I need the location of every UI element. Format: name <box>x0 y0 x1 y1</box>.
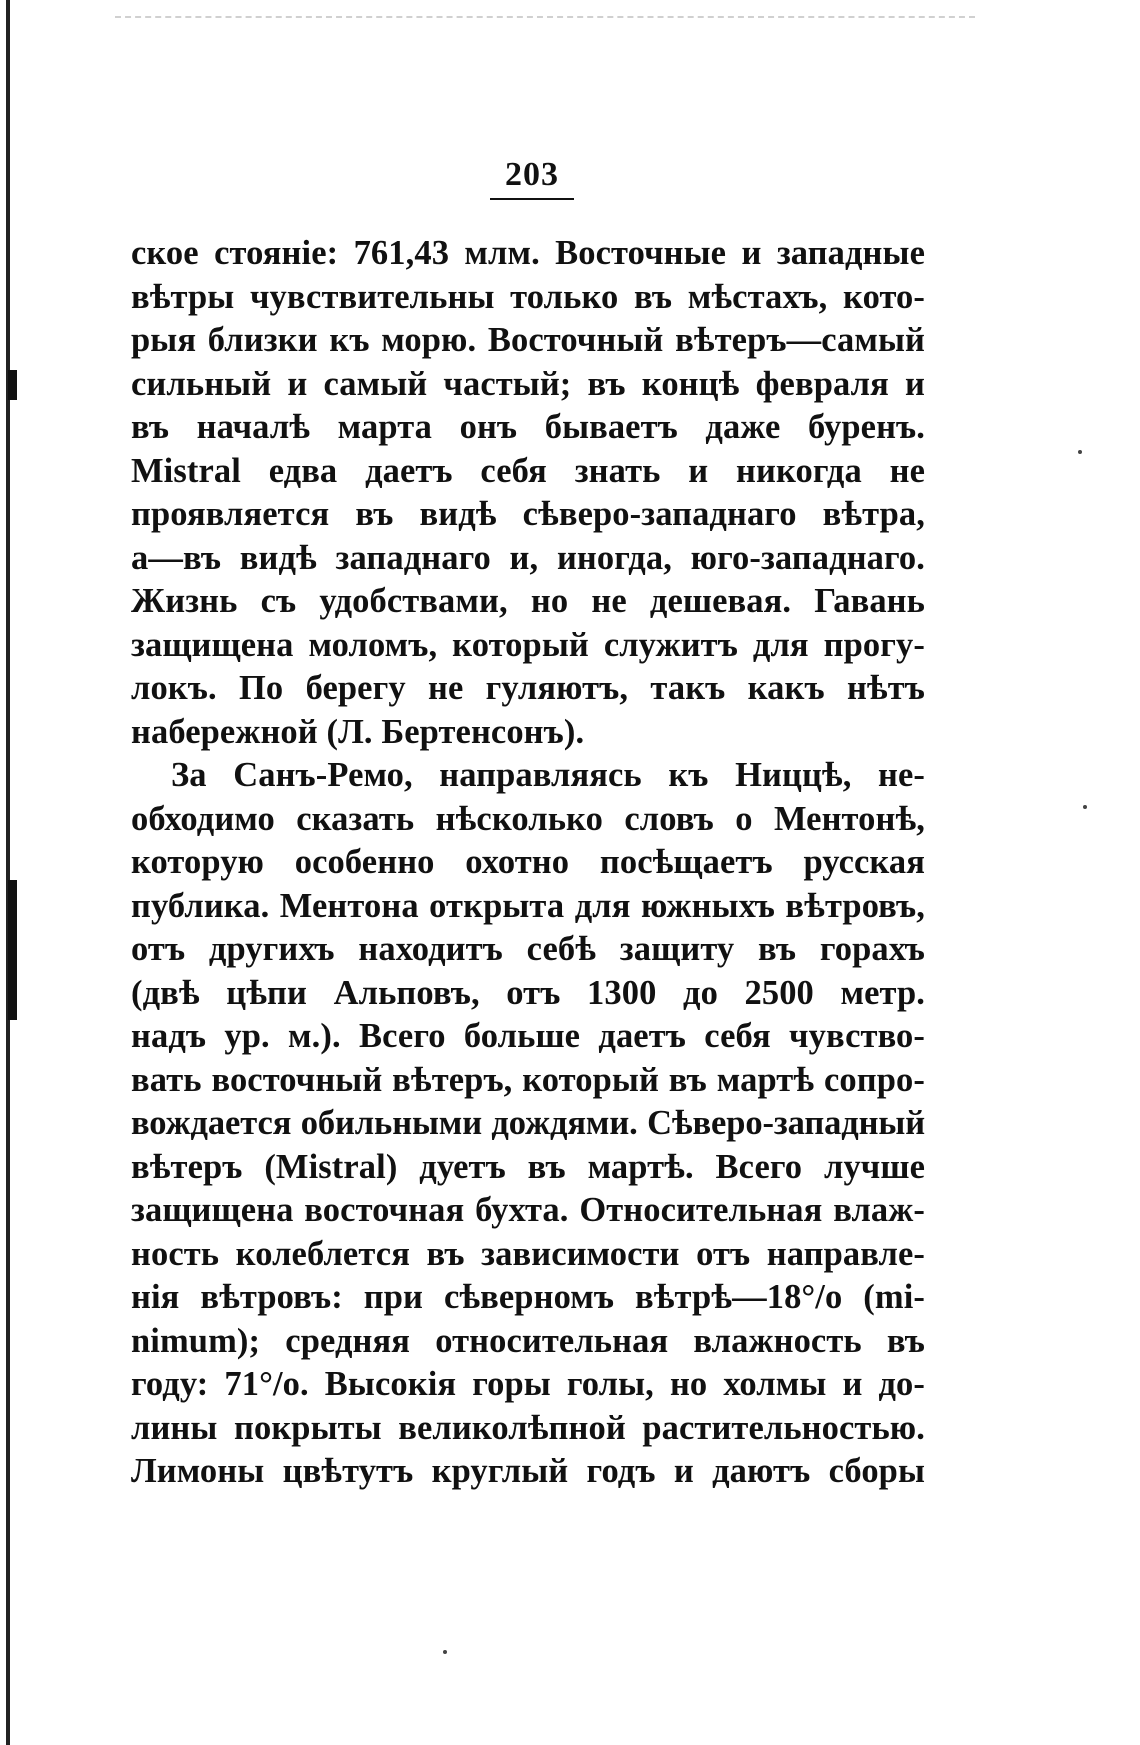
text-line: вать восточный вѣтеръ, который въ мартѣ сопро- <box>131 1060 925 1099</box>
text-line: Лимоны цвѣтутъ круглый годъ и даютъ сборы <box>131 1452 925 1490</box>
text-line: надъ ур. м.). Всего больше даетъ себя чувство- <box>131 1017 925 1055</box>
text-line: вѣтеръ (Mistral) дуетъ въ мартѣ. Всего лучше <box>131 1147 925 1186</box>
left-edge-scan-mark <box>8 370 17 400</box>
text-line: проявляется въ видѣ сѣверо-западнаго вѣтра, <box>131 495 925 533</box>
text-line: которую особенно охотно посѣщаетъ русская <box>131 843 925 881</box>
paragraph <box>131 754 925 1494</box>
text-line: ское стояніе: 761,43 млм. Восточные и западные <box>131 234 925 272</box>
text-line: лины покрыты великолѣпной растительностью. <box>131 1408 925 1447</box>
text-line: рыя близки къ морю. Восточный вѣтеръ—самый <box>131 321 925 359</box>
text-line: (двѣ цѣпи Альповъ, отъ 1300 до 2500 метр. <box>131 973 925 1012</box>
scan-speck <box>1078 450 1082 454</box>
page-number: 203 <box>505 156 559 193</box>
text-line: въ началѣ марта онъ бываетъ даже буренъ. <box>131 408 925 446</box>
left-edge-scan-mark <box>8 880 17 1020</box>
text-line: локъ. По берегу не гуляютъ, такъ какъ нѣтъ <box>131 669 925 707</box>
text-line: За Санъ-Ремо, направляясь къ Ниццѣ, не- <box>171 756 925 794</box>
text-line: нія вѣтровъ: при сѣверномъ вѣтрѣ—18°/о (mi- <box>131 1278 925 1316</box>
top-edge-scan-artifact <box>115 16 975 18</box>
page-number-underline <box>490 198 574 200</box>
text-line: защищена моломъ, который служитъ для прогу- <box>131 625 925 664</box>
text-line: публика. Ментона открыта для южныхъ вѣтровъ, <box>131 886 925 925</box>
text-line: набережной (Л. Бертенсонъ). <box>131 712 585 751</box>
body-text <box>131 232 925 1494</box>
scan-speck <box>1083 805 1087 809</box>
text-line: отъ другихъ находитъ себѣ защиту въ горахъ <box>131 930 925 968</box>
text-line: сильный и самый частый; въ концѣ февраля и <box>131 364 925 403</box>
text-line: Жизнь съ удобствами, но не дешевая. Гавань <box>131 582 925 620</box>
text-line: обходимо сказать нѣсколько словъ о Ментонѣ, <box>131 799 925 838</box>
text-line: защищена восточная бухта. Относительная влаж- <box>131 1191 925 1229</box>
text-line: году: 71°/о. Высокія горы голы, но холмы и до- <box>131 1365 925 1403</box>
text-line: а—въ видѣ западнаго и, иногда, юго-западнаго. <box>131 538 925 577</box>
text-line: Mistral едва даетъ себя знать и никогда не <box>131 451 925 490</box>
scan-speck <box>443 1650 447 1654</box>
text-line: nimum); средняя относительная влажность въ <box>131 1321 925 1360</box>
paragraph <box>131 232 925 754</box>
text-line: ность колеблется въ зависимости отъ направле- <box>131 1234 925 1273</box>
text-line: вождается обильными дождями. Сѣверо-западный <box>131 1104 925 1142</box>
left-edge-scan-border <box>6 0 10 1745</box>
text-line: вѣтры чувствительны только въ мѣстахъ, кото- <box>131 277 925 316</box>
